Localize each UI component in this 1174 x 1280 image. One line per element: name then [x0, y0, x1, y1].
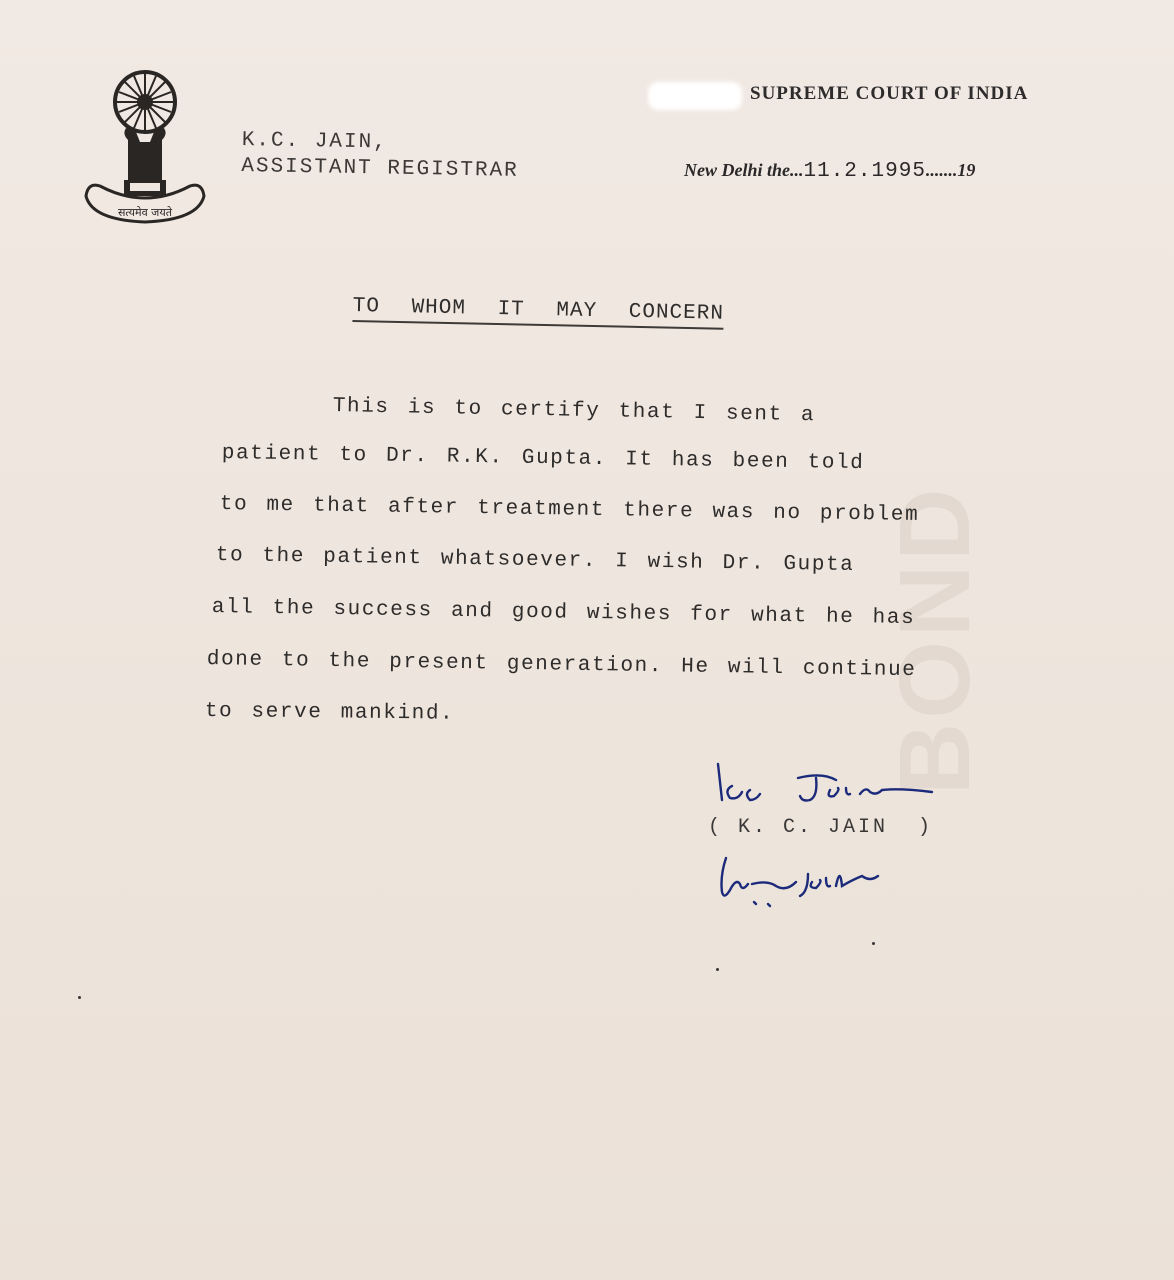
handwritten-signature-lower	[712, 852, 902, 912]
paper-watermark: BOND	[879, 484, 991, 796]
date-line: New Delhi the...11.2.1995.......19	[684, 160, 976, 183]
institution-name: SUPREME COURT OF INDIA	[750, 83, 1029, 104]
letter-heading: TO WHOM IT MAY CONCERN	[352, 295, 724, 330]
body-line: all the success and good wishes for what he has	[211, 596, 916, 631]
body-line: This is to certify that I sent a	[332, 395, 816, 428]
date-suffix: 19	[957, 160, 976, 180]
typed-signature: ( K. C. JAIN )	[708, 816, 934, 839]
emblem-motto: सत्यमेव जयते	[117, 206, 173, 219]
redaction-mark	[648, 82, 742, 110]
body-line: done to the present generation. He will continue	[206, 648, 917, 683]
body-line: to me that after treatment there was no problem	[219, 493, 920, 527]
body-line: to serve mankind.	[204, 700, 455, 726]
state-emblem-icon	[78, 70, 208, 230]
ink-speck	[716, 968, 719, 971]
date-prefix: New Delhi the	[684, 160, 790, 180]
date-value: 11.2.1995	[803, 160, 926, 183]
ink-speck	[872, 942, 875, 945]
sender-block	[241, 128, 519, 185]
handwritten-signature-upper	[710, 760, 950, 820]
sender-name: K.C. JAIN,	[241, 128, 388, 155]
body-line: patient to Dr. R.K. Gupta. It has been told	[221, 442, 865, 476]
ink-speck	[78, 996, 81, 999]
body-line: to the patient whatsoever. I wish Dr. Gupta	[215, 544, 855, 578]
sender-title: ASSISTANT REGISTRAR	[241, 154, 519, 183]
